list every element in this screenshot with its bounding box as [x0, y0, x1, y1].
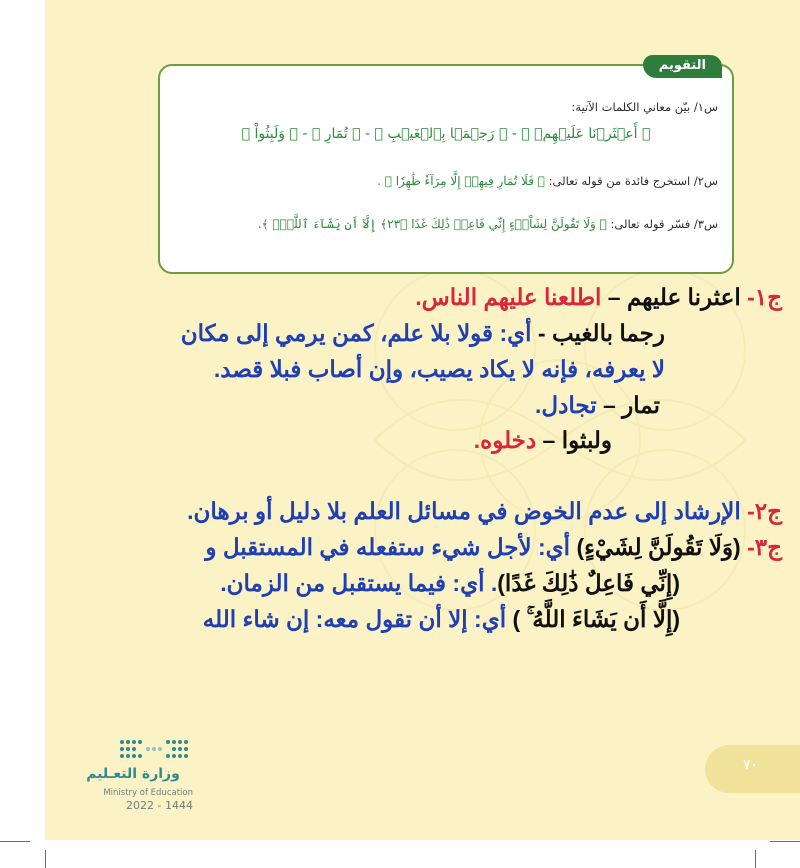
answer-1-label: ج١-	[740, 284, 782, 310]
answer-6-line	[205, 534, 782, 561]
ministry-logo	[63, 738, 203, 838]
answer-7-verse: (إِنِّي فَاعِلٌ ذَٰلِكَ غَدًا)	[497, 570, 680, 596]
textbook-page	[45, 0, 800, 840]
question-2-prefix: س٢/ استخرج فائدة من قوله تعالى:	[544, 174, 718, 188]
page-number: ٧٠	[742, 757, 758, 773]
question-3-verse: ﴿ وَلَا تَقُولَنَّ لِشَاْيۡءٍ إِنِّي فَاعِلٞ ذَٰلِكَ غَدًا ﴿٢٣﴾ إِلَّآ أَن يَشَآءَ ٱللَّهُۚ ﴾.	[257, 217, 607, 231]
question-2	[377, 174, 718, 188]
crop-mark	[755, 850, 756, 868]
answer-1-term: اعثرنا عليهم –	[601, 284, 741, 310]
ministry-dots-icon	[118, 738, 190, 760]
answer-2-continuation: لا يعرفه، فإنه لا يكاد يصيب، وإن أصاب فبلا قصد.	[213, 356, 665, 382]
question-1: س١/ بيّن معاني الكلمات الآتية:	[571, 100, 718, 114]
answer-2-meaning: أي: قولا بلا علم، كمن يرمي إلى مكان	[180, 320, 532, 346]
academic-year: 2022 - 1444	[126, 799, 193, 812]
question-3-prefix: س٣/ فسّر قوله تعالى:	[606, 217, 718, 231]
answer-7-line	[220, 570, 680, 597]
answer-1-line	[415, 284, 782, 311]
answer-8-text: أي: إلا أن تقول معه: إن شاء الله	[202, 606, 513, 632]
answer-3-term: تمار –	[596, 392, 660, 418]
crop-mark	[0, 841, 30, 842]
question-2-verse: ﴿ فَلَا تُمَارِ فِيهِمۡ إِلَّا مِرَآءٗ ظَٰهِرٗا ﴾ .	[377, 174, 545, 188]
ministry-name-arabic: وزارة التعـليم	[86, 766, 180, 782]
answer-5-text: الإرشاد إلى عدم الخوض في مسائل العلم بلا دليل أو برهان.	[187, 498, 741, 524]
answer-4-term: ولبثوا –	[536, 427, 612, 453]
answer-2-term: رجما بالغيب -	[531, 320, 665, 346]
answer-4-meaning: دخلوه.	[473, 427, 537, 453]
answer-6-verse: (وَلَا تَقُولَنَّ لِشَيْءٍ)	[576, 534, 741, 560]
answer-5-line	[187, 498, 782, 525]
answer-8-line	[203, 606, 680, 633]
crop-mark	[770, 841, 800, 842]
answer-8-verse: (إِلَّا أَن يَشَاءَ اللَّهُ ۚ )	[512, 606, 680, 632]
question-3	[258, 217, 718, 231]
ministry-name-english: Ministry of Education	[103, 788, 193, 798]
answer-6-text: أي: لأجل شيء ستفعله في المستقبل و	[205, 534, 577, 560]
answer-3-meaning: تجادل.	[535, 392, 597, 418]
crop-mark	[45, 850, 46, 868]
answer-4-line	[474, 427, 612, 454]
question-1-words: ﴿ أَعۡثَرۡنَا عَلَيۡهِمۡ ﴾ - ﴿ رَجۡمَۢا بِٱلۡغَيۡبِ ﴾ - ﴿ تُمَارِ ﴾ - ﴿ وَلَبِثُواْ ﴾	[241, 126, 651, 142]
answer-2-line	[181, 320, 665, 347]
evaluation-box	[158, 58, 734, 274]
answer-3-line	[535, 392, 660, 419]
answer-6-label: ج٣-	[740, 534, 782, 560]
answer-7-text: . أي: فيما يستقبل من الزمان.	[220, 570, 498, 596]
evaluation-tab: التقويم	[643, 55, 722, 78]
answer-5-label: ج٢-	[740, 498, 782, 524]
answer-1-meaning: اطلعنا عليهم الناس.	[415, 284, 602, 310]
